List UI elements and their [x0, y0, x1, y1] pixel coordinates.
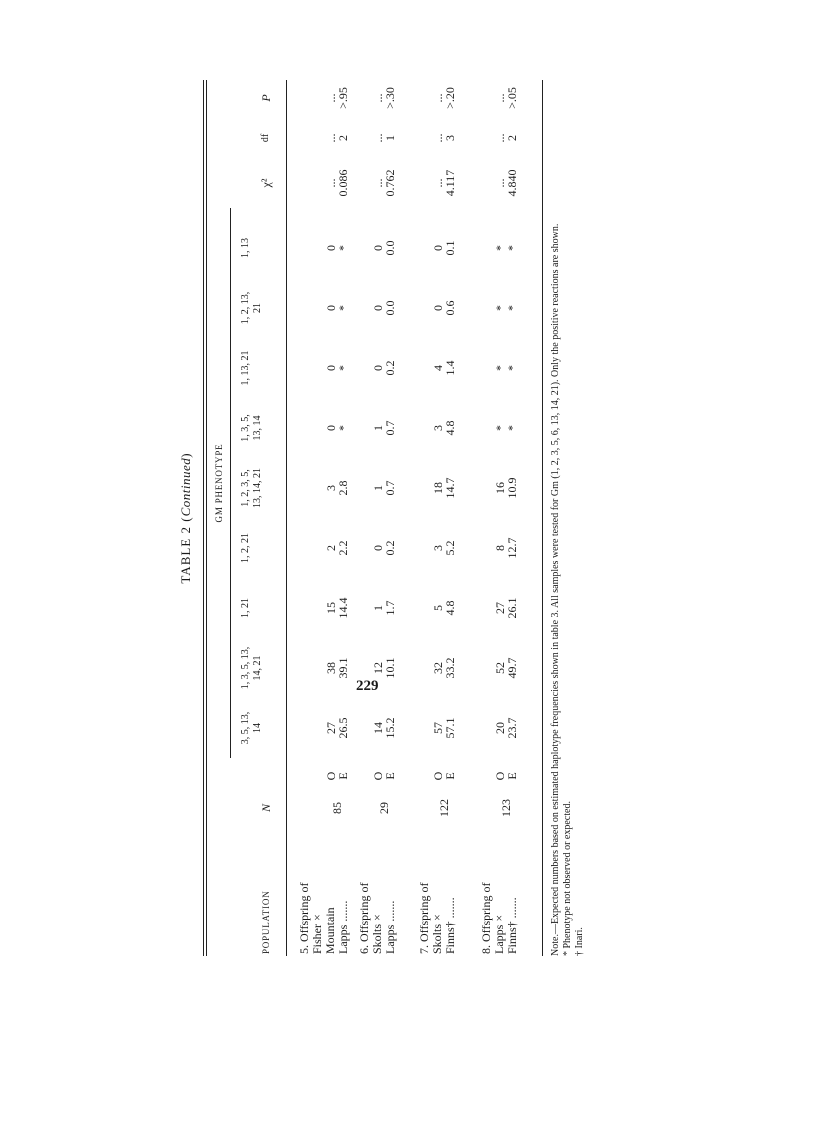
table-title	[178, 368, 194, 668]
note-dagger: † Inari.	[574, 927, 585, 956]
expected-value: 0.2	[383, 360, 397, 376]
expected-value: 10.1	[383, 657, 397, 679]
p-value: >.95	[336, 87, 350, 109]
n-cell: 122	[437, 799, 451, 817]
col-phenotype-line: 1, 2, 13,	[240, 291, 251, 325]
observed-value: 8	[493, 545, 507, 551]
header-rule	[286, 80, 287, 956]
expected-value: 2.8	[336, 480, 350, 496]
o-label: O	[324, 771, 338, 781]
expected-value: *	[336, 245, 350, 251]
expected-value: *	[505, 305, 519, 311]
n-cell: 85	[330, 802, 344, 814]
chi2-value-o: ...	[371, 178, 385, 188]
col-p: P	[259, 94, 273, 102]
expected-value: 26.1	[505, 597, 519, 619]
col-phenotype-4	[240, 458, 264, 518]
observed-value: 2	[324, 545, 338, 551]
p-value-o: ...	[493, 93, 507, 103]
observed-value: 3	[431, 425, 445, 431]
observed-value: 18	[431, 482, 445, 494]
expected-value: 39.1	[336, 657, 350, 679]
e-label: E	[505, 772, 519, 780]
col-population: POPULATION	[261, 890, 271, 954]
df-value-o: ...	[371, 133, 385, 143]
expected-value: 0.6	[443, 300, 457, 316]
expected-value: 0.1	[443, 240, 457, 256]
e-label: E	[443, 772, 457, 780]
col-phenotype-1	[240, 638, 264, 698]
observed-value: 1	[371, 485, 385, 491]
expected-value: 10.9	[505, 477, 519, 499]
observed-value: 0	[371, 305, 385, 311]
observed-value: 0	[431, 245, 445, 251]
observed-value: 16	[493, 482, 507, 494]
col-phenotype-line: 3, 5, 13,	[240, 711, 251, 745]
table-title-suffix: )	[178, 452, 193, 458]
observed-value: 0	[371, 365, 385, 371]
col-phenotype-line: 1, 2, 3, 5,	[240, 469, 251, 507]
expected-value: *	[505, 425, 519, 431]
o-label: O	[493, 771, 507, 781]
observed-value: 32	[431, 662, 445, 674]
observed-value: 0	[324, 245, 338, 251]
df-value-o: ...	[431, 133, 445, 143]
observed-value: 3	[324, 485, 338, 491]
expected-value: *	[336, 425, 350, 431]
col-phenotype-5	[240, 398, 264, 458]
df-value-o: ...	[493, 133, 507, 143]
population-line: Lapps ×	[492, 914, 506, 954]
observed-value: 0	[431, 305, 445, 311]
p-value: >.05	[505, 87, 519, 109]
col-phenotype-line: 1, 13	[240, 238, 251, 258]
expected-value: 1.7	[383, 600, 397, 616]
expected-value: 0.0	[383, 300, 397, 316]
population-cell	[298, 883, 350, 954]
expected-value: *	[505, 365, 519, 371]
page-number: 229	[356, 678, 379, 694]
col-df: df	[260, 133, 271, 143]
expected-value: 57.1	[443, 717, 457, 739]
observed-value: 0	[371, 245, 385, 251]
col-phenotype-line: 14	[252, 723, 263, 733]
population-cell	[358, 883, 397, 954]
col-phenotype-line: 1, 3, 5, 13,	[240, 646, 251, 690]
observed-value: *	[493, 245, 507, 251]
df-value: 1	[383, 135, 397, 141]
p-value: >.20	[443, 87, 457, 109]
expected-value: 23.7	[505, 717, 519, 739]
df-value: 3	[443, 135, 457, 141]
observed-value: *	[493, 425, 507, 431]
population-line: Fisher ×	[310, 914, 324, 954]
population-line: 8. Offspring of	[479, 882, 493, 954]
observed-value: 0	[371, 545, 385, 551]
population-cell	[480, 883, 519, 954]
population-line: 5. Offspring of	[297, 882, 311, 954]
observed-value: 3	[431, 545, 445, 551]
population-line: 6. Offspring of	[357, 882, 371, 954]
p-value-o: ...	[431, 93, 445, 103]
n-cell: 123	[499, 799, 513, 817]
chi2-value: 0.086	[336, 169, 350, 197]
expected-value: 49.7	[505, 657, 519, 679]
observed-value: 12	[371, 662, 385, 674]
col-phenotype-0	[240, 698, 264, 758]
col-phenotype-line: 21	[252, 303, 263, 313]
expected-value: 15.2	[383, 717, 397, 739]
chi2-value: 0.762	[383, 169, 397, 197]
expected-value: 0.0	[383, 240, 397, 256]
p-value-o: ...	[324, 93, 338, 103]
observed-value: 52	[493, 662, 507, 674]
p-value-o: ...	[371, 93, 385, 103]
observed-value: 5	[431, 605, 445, 611]
expected-value: 0.7	[383, 480, 397, 496]
col-n: N	[259, 804, 273, 813]
observed-value: 20	[493, 722, 507, 734]
observed-value: 1	[371, 425, 385, 431]
note-asterisk: * Phenotype not observed or expected.	[562, 801, 573, 956]
top-rule-double	[206, 80, 207, 956]
observed-value: 4	[431, 365, 445, 371]
observed-value: 38	[324, 662, 338, 674]
observed-value: *	[493, 305, 507, 311]
expected-value: *	[505, 245, 519, 251]
chi2-value-o: ...	[493, 178, 507, 188]
col-phenotype-line: 1, 13, 21	[240, 350, 251, 386]
chi2-value-o: ...	[324, 178, 338, 188]
n-cell: 29	[377, 802, 391, 814]
e-label: E	[336, 772, 350, 780]
expected-value: 1.4	[443, 360, 457, 376]
population-line: Mountain	[323, 907, 337, 954]
col-phenotype-line: 13, 14, 21	[252, 468, 263, 508]
observed-value: *	[493, 365, 507, 371]
bottom-rule	[542, 80, 543, 956]
gm-phenotype-header: GM PHENOTYPE	[214, 443, 224, 523]
expected-value: 26.5	[336, 717, 350, 739]
col-phenotype-6	[240, 338, 252, 398]
o-label: O	[371, 771, 385, 781]
col-phenotype-2	[240, 578, 252, 638]
col-phenotype-8	[240, 218, 252, 278]
col-chi2: χ²	[259, 178, 273, 188]
col-phenotype-3	[240, 518, 252, 578]
population-line: Skolts ×	[370, 914, 384, 954]
df-value: 2	[505, 135, 519, 141]
observed-value: 0	[324, 305, 338, 311]
expected-value: 5.2	[443, 540, 457, 556]
rotated-table	[178, 48, 585, 998]
chi2-value: 4.840	[505, 169, 519, 197]
df-value-o: ...	[324, 133, 338, 143]
o-label: O	[431, 771, 445, 781]
e-label: E	[383, 772, 397, 780]
observed-value: 27	[324, 722, 338, 734]
expected-value: *	[336, 365, 350, 371]
population-line: Lapps .......	[383, 900, 397, 954]
expected-value: 14.4	[336, 597, 350, 619]
observed-value: 0	[324, 425, 338, 431]
expected-value: 33.2	[443, 657, 457, 679]
population-line: Lapps .......	[336, 900, 350, 954]
observed-value: 57	[431, 722, 445, 734]
col-phenotype-line: 1, 2, 21	[240, 533, 251, 563]
expected-value: *	[336, 305, 350, 311]
chi2-value-o: ...	[431, 178, 445, 188]
note-main: Note.—Expected numbers based on estimated haplotype frequencies shown in table 3. All samples were tested for Gm (1, 2, 3, 5, 6, 13, 14, 21). Only the positive reactions are shown.	[550, 223, 561, 956]
expected-value: 4.8	[443, 600, 457, 616]
observed-value: 14	[371, 722, 385, 734]
col-phenotype-line: 1, 21	[240, 598, 251, 618]
table-notes	[550, 76, 586, 956]
population-line: Finns† .......	[505, 897, 519, 954]
col-phenotype-line: 1, 3, 5,	[240, 414, 251, 442]
top-rule	[203, 80, 204, 956]
expected-value: 14.7	[443, 477, 457, 499]
p-value: >.30	[383, 87, 397, 109]
expected-value: 0.2	[383, 540, 397, 556]
col-phenotype-line: 14, 21	[252, 655, 263, 681]
expected-value: 2.2	[336, 540, 350, 556]
expected-value: 4.8	[443, 420, 457, 436]
population-line: Finns† .......	[443, 897, 457, 954]
population-line: 7. Offspring of	[417, 882, 431, 954]
expected-value: 0.7	[383, 420, 397, 436]
table-title-prefix: TABLE 2 (	[178, 516, 193, 584]
observed-value: 0	[324, 365, 338, 371]
chi2-value: 4.117	[443, 169, 457, 197]
table-title-italic: Continued	[178, 457, 193, 517]
population-line: Skolts ×	[430, 914, 444, 954]
gm-header-rule	[230, 208, 231, 758]
col-phenotype-line: 13, 14	[252, 415, 263, 441]
observed-value: 27	[493, 602, 507, 614]
col-phenotype-7	[240, 278, 264, 338]
population-cell	[418, 883, 457, 954]
observed-value: 15	[324, 602, 338, 614]
observed-value: 1	[371, 605, 385, 611]
expected-value: 12.7	[505, 537, 519, 559]
df-value: 2	[336, 135, 350, 141]
